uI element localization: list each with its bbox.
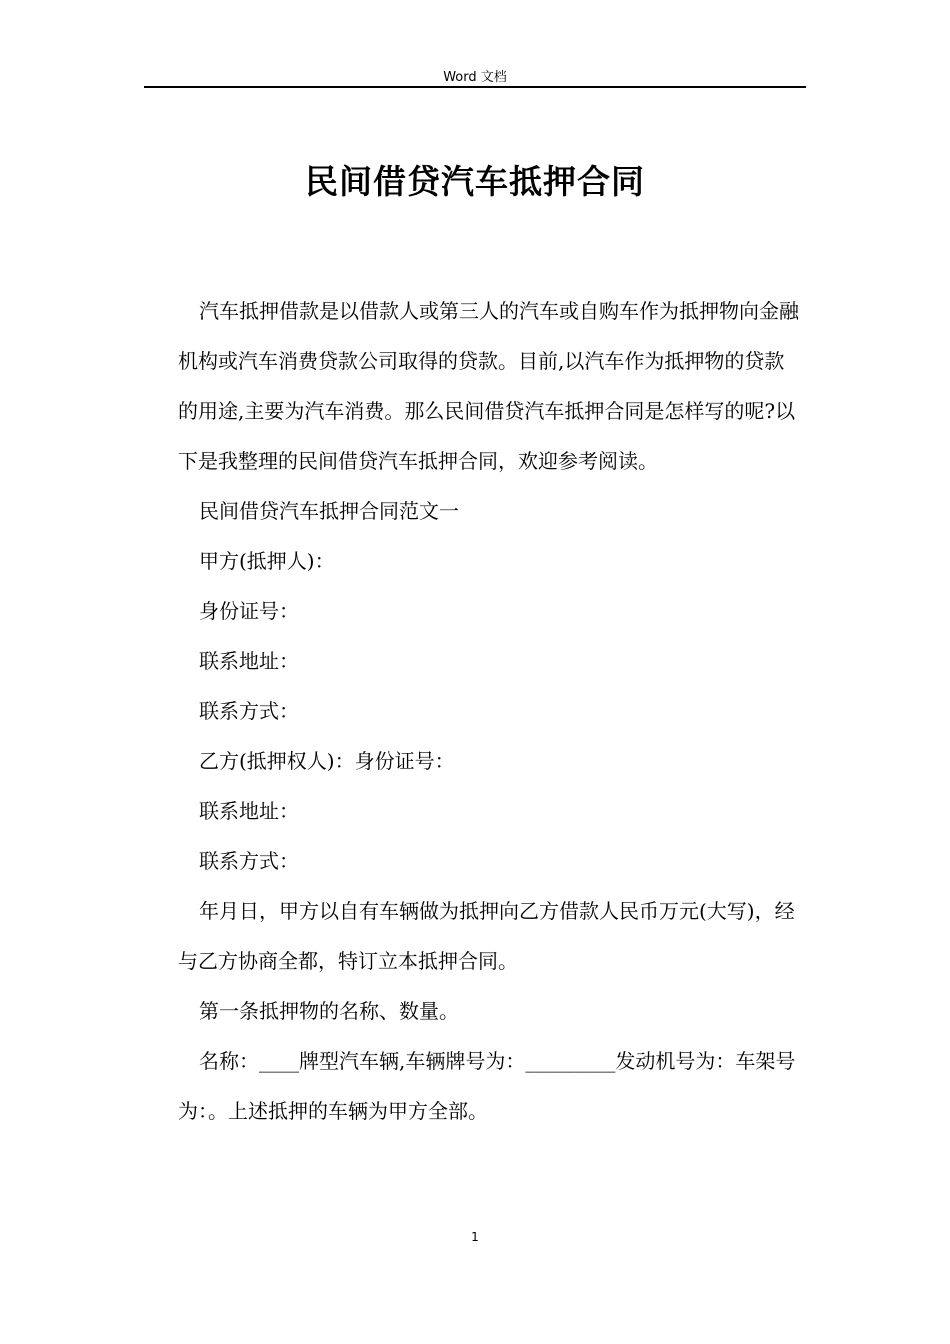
page-number: 1 <box>471 1230 479 1244</box>
paragraph-intro: 汽车抵押借款是以借款人或第三人的汽车或自购车作为抵押物向金融机构或汽车消费贷款公司取得的贷款。目前,以汽车作为抵押物的贷款的用途,主要为汽车消费。那么民间借贷汽车抵押合同是怎样写的呢?以下是我整理的民间借贷汽车抵押合同，欢迎参考阅读。 <box>178 299 799 473</box>
paragraph-loan-terms: 年月日，甲方以自有车辆做为抵押向乙方借款人民币万元(大写)，经与乙方协商全都，特订立本抵押合同。 <box>178 899 795 973</box>
paragraph-party-a-contact: 联系方式： <box>199 699 299 723</box>
header-divider <box>144 86 806 88</box>
document-title: 民间借贷汽车抵押合同 <box>305 162 645 201</box>
paragraph-article-one: 第一条抵押物的名称、数量。 <box>199 999 459 1023</box>
paragraph-vehicle-details: 名称：____牌型汽车辆,车辆牌号为：_________发动机号为：车架号为：。上述抵押的车辆为甲方全部。 <box>178 1049 796 1123</box>
paragraph-sample-heading: 民间借贷汽车抵押合同范文一 <box>199 499 459 523</box>
paragraph-party-a-id: 身份证号： <box>199 599 299 623</box>
paragraph-party-a-address: 联系地址： <box>199 649 299 673</box>
paragraph-party-b-contact: 联系方式： <box>199 849 299 873</box>
header-text: Word 文档 <box>443 70 507 85</box>
paragraph-party-a: 甲方(抵押人)： <box>199 549 335 573</box>
paragraph-party-b: 乙方(抵押权人)：身份证号： <box>199 749 455 773</box>
document-body <box>178 286 804 1136</box>
paragraph-party-b-address: 联系地址： <box>199 799 299 823</box>
